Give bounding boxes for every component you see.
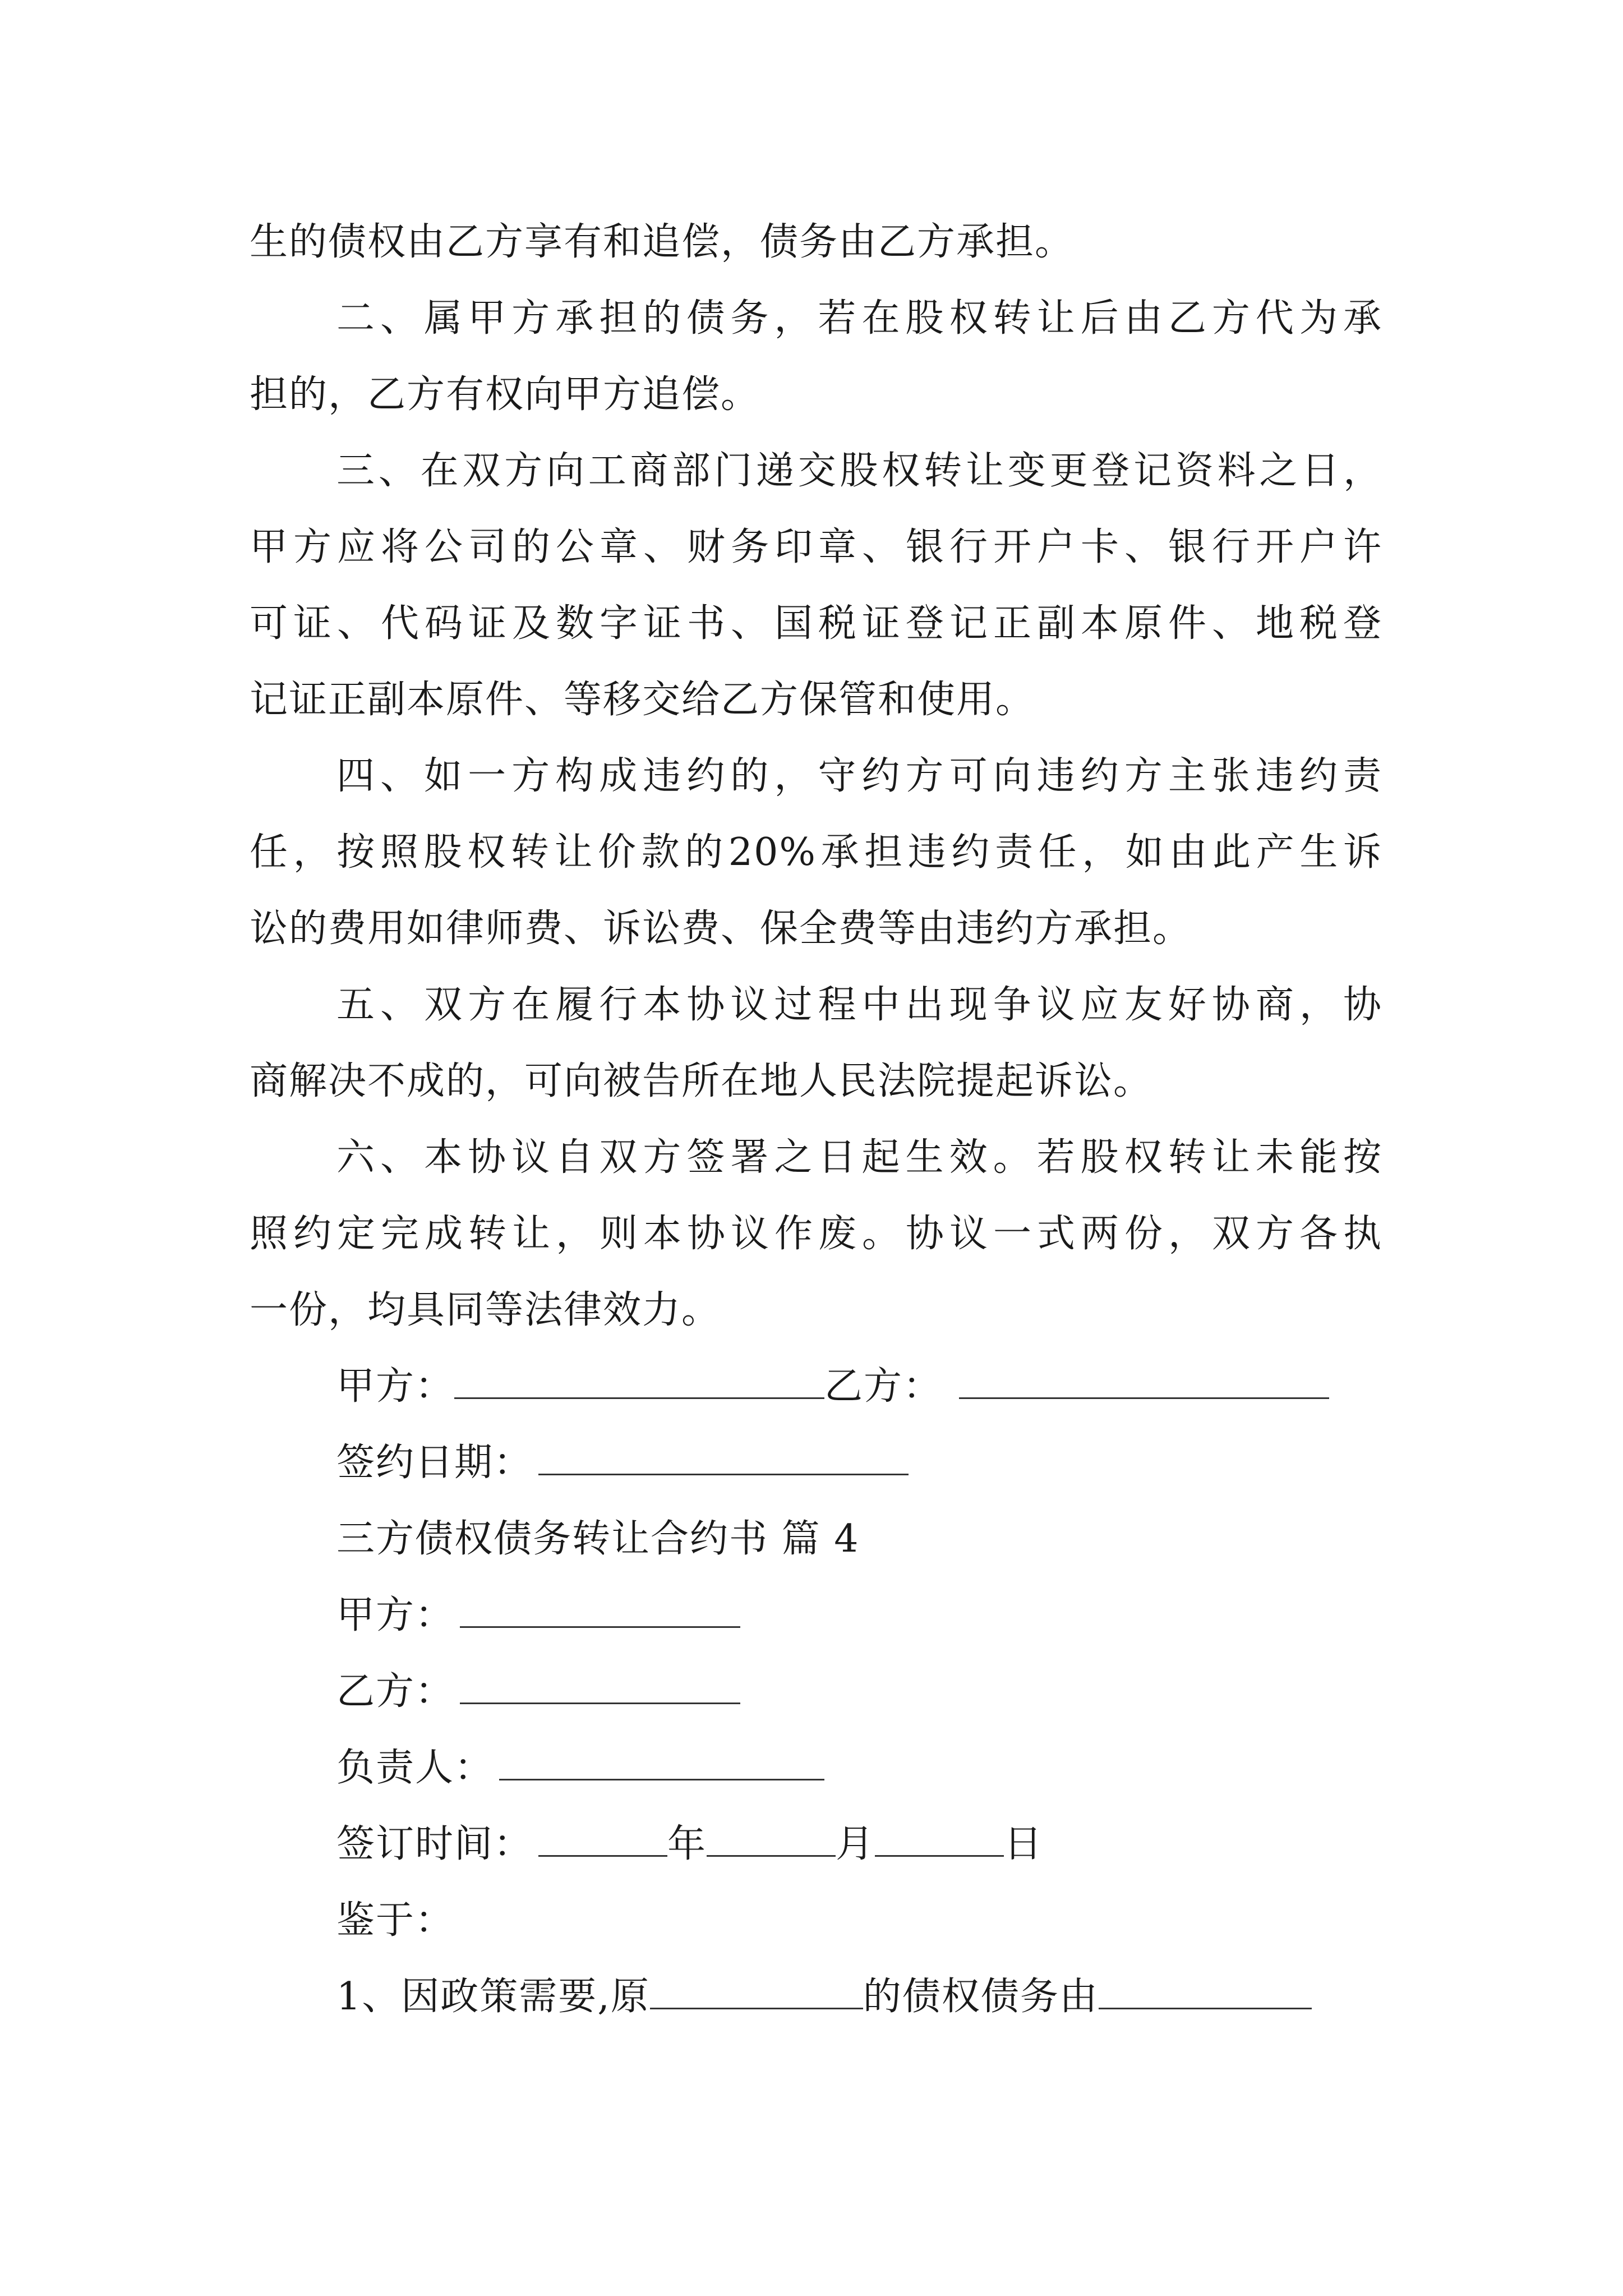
whereas-item-1: [336, 1963, 1312, 2031]
paragraph-line: 担的，乙方有权向甲方追偿。: [250, 372, 760, 417]
section-title: 三方债权债务转让合约书 篇 4: [336, 1517, 860, 1561]
item1-middle: 的债权债务由: [863, 1975, 1099, 2019]
responsible-label: 负责人：: [336, 1746, 494, 1790]
paragraph-line: 可证、代码证及数字证书、国税证登记正副本原件、地税登: [250, 601, 1382, 646]
paragraph-line: 二、属甲方承担的债务，若在股权转让后由乙方代为承: [336, 296, 1382, 341]
paragraph-line: 记证正副本原件、等移交给乙方保管和使用。: [250, 678, 1035, 722]
sign-date-label: 签约日期：: [336, 1441, 533, 1485]
sign-time-row: [336, 1811, 1043, 1878]
party-b-label: 乙方：: [824, 1364, 943, 1409]
party-a-label: 甲方：: [336, 1364, 455, 1409]
paragraph-line: 甲方应将公司的公章、财务印章、银行开户卡、银行开户许: [250, 525, 1382, 569]
section4-party-a-row: [336, 1582, 740, 1649]
party-a-signature-blank[interactable]: [454, 1356, 824, 1399]
item1-new-party-blank[interactable]: [1099, 1966, 1312, 2009]
party-b-signature-blank[interactable]: [959, 1356, 1329, 1399]
paragraph-line: 生的债权由乙方享有和追偿，债务由乙方承担。: [250, 220, 1075, 264]
section4-party-b-label: 乙方：: [336, 1669, 455, 1714]
item1-original-party-blank[interactable]: [650, 1966, 863, 2009]
paragraph-line: 商解决不成的，可向被告所在地人民法院提起诉讼。: [250, 1059, 1153, 1103]
section4-party-b-row: [336, 1658, 740, 1726]
paragraph-line: 任，按照股权转让价款的20%承担违约责任，如由此产生诉: [250, 830, 1382, 875]
paragraph-line: 六、本协议自双方签署之日起生效。若股权转让未能按: [336, 1135, 1382, 1180]
month-blank[interactable]: [707, 1814, 836, 1857]
paragraph-line: 讼的费用如律师费、诉讼费、保全费等由违约方承担。: [250, 907, 1192, 951]
day-blank[interactable]: [875, 1814, 1004, 1857]
responsible-row: [336, 1734, 824, 1802]
signature-row: [336, 1353, 1329, 1420]
year-blank[interactable]: [538, 1814, 667, 1857]
paragraph-line: 一份，均具同等法律效力。: [250, 1288, 721, 1332]
section4-party-b-blank[interactable]: [460, 1661, 740, 1704]
sign-date-row: [336, 1429, 909, 1497]
paragraph-line: 四、如一方构成违约的，守约方可向违约方主张违约责: [336, 754, 1382, 798]
responsible-blank[interactable]: [499, 1737, 824, 1780]
day-label: 日: [1004, 1822, 1044, 1866]
paragraph-line: 照约定完成转让，则本协议作废。协议一式两份，双方各执: [250, 1212, 1382, 1256]
sign-date-blank[interactable]: [538, 1432, 909, 1475]
sign-time-label: 签订时间：: [336, 1822, 533, 1866]
section4-party-a-blank[interactable]: [460, 1585, 740, 1628]
paragraph-line: 三、在双方向工商部门递交股权转让变更登记资料之日，: [336, 449, 1382, 493]
whereas-heading: 鉴于：: [336, 1898, 455, 1943]
section4-party-a-label: 甲方：: [336, 1593, 455, 1637]
item1-prefix: 1、因政策需要,原: [336, 1975, 650, 2019]
month-label: 月: [836, 1822, 875, 1866]
year-label: 年: [667, 1822, 707, 1866]
paragraph-line: 五、双方在履行本协议过程中出现争议应友好协商，协: [336, 983, 1382, 1027]
